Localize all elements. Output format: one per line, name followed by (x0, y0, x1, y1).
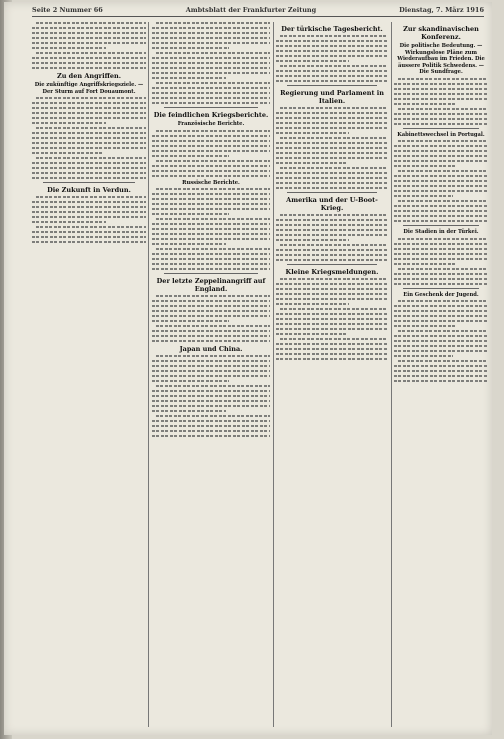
text-line (156, 82, 270, 84)
masthead: Ambtsblatt der Frankfurter Zeitung (185, 6, 317, 14)
text-line (32, 137, 146, 139)
text-line (152, 370, 270, 372)
text-line (156, 52, 270, 54)
article-headline: Zu den Angriffen. (56, 72, 122, 80)
text-line (398, 200, 488, 202)
text-line (280, 338, 388, 340)
text-line (152, 92, 270, 94)
divider (43, 182, 134, 183)
text-line (280, 107, 388, 109)
text-line (276, 348, 388, 350)
article-subheadline: Die zukünftige Angriffskriegsziele. — Der Sturm auf Fort Douaumont. (34, 82, 144, 95)
text-line (32, 62, 146, 64)
text-line (32, 231, 146, 233)
text-line (152, 365, 270, 367)
text-line (152, 32, 270, 34)
text-line (152, 42, 270, 44)
text-line (276, 55, 388, 57)
text-line (398, 268, 488, 270)
text-line (276, 249, 388, 251)
text-line (36, 226, 146, 228)
text-line (394, 165, 455, 167)
text-line (32, 221, 106, 223)
text-line (152, 140, 270, 142)
text-line (276, 333, 347, 335)
text-line (398, 300, 488, 302)
text-line (152, 238, 270, 240)
text-line (394, 195, 453, 197)
text-line (276, 157, 388, 159)
text-line (398, 330, 488, 332)
text-line (276, 40, 388, 42)
text-line (394, 263, 455, 265)
text-line (276, 254, 388, 256)
text-line (394, 93, 488, 95)
text-line (156, 188, 270, 190)
article-subheadline: Russische Berichte. (182, 179, 240, 186)
text-line (394, 345, 488, 347)
column-rule (391, 22, 392, 727)
text-line (152, 400, 270, 402)
text-line (394, 355, 453, 357)
text-line (398, 170, 488, 172)
text-line (394, 375, 488, 377)
newspaper-page (4, 2, 492, 735)
text-line (394, 273, 488, 275)
text-line (394, 365, 488, 367)
text-line (276, 358, 388, 360)
text-line (394, 320, 488, 322)
divider (403, 128, 478, 129)
text-line (32, 167, 146, 169)
text-line (152, 77, 226, 79)
text-line (280, 278, 388, 280)
text-line (276, 122, 388, 124)
text-line (276, 353, 388, 355)
text-line (152, 213, 229, 215)
text-line (152, 208, 270, 210)
text-line (276, 60, 349, 62)
text-line (36, 52, 146, 54)
article-subheadline: Die Stadien in der Türkei. (403, 229, 479, 235)
article-text (276, 107, 388, 189)
text-line (276, 147, 388, 149)
text-line (32, 37, 146, 39)
text-line (152, 165, 270, 167)
divider (287, 192, 377, 193)
text-line (276, 343, 388, 345)
article-subheadline: Ein Geschenk der Jugend. (403, 291, 479, 298)
text-line (394, 123, 488, 125)
article-text (32, 22, 146, 69)
text-line (276, 298, 388, 300)
text-line (394, 370, 488, 372)
text-line (394, 310, 488, 312)
text-line (152, 340, 270, 342)
text-line (32, 236, 146, 238)
text-line (276, 152, 388, 154)
text-line (156, 295, 270, 297)
text-line (152, 193, 270, 195)
divider (287, 85, 377, 86)
text-line (32, 67, 146, 69)
text-line (276, 112, 388, 114)
text-line (152, 27, 270, 29)
text-line (276, 70, 388, 72)
text-line (152, 145, 270, 147)
text-line (36, 196, 146, 198)
text-line (32, 107, 146, 109)
article-text (152, 130, 270, 177)
text-line (280, 214, 388, 216)
text-line (394, 205, 488, 207)
text-line (394, 325, 455, 327)
text-line (394, 210, 488, 212)
article-subheadline: Die politische Bedeutung. — Wirkungslose Pläne zum Wiederaufbau im Frieden. Die äussere Politik Schwedens. — Die Sundfrage. (397, 43, 485, 75)
text-line (280, 167, 388, 169)
text-line (152, 155, 229, 157)
text-line (398, 78, 488, 80)
text-line (152, 57, 270, 59)
text-line (394, 315, 488, 317)
text-line (152, 335, 270, 337)
text-line (36, 157, 146, 159)
text-line (152, 97, 270, 99)
text-line (276, 239, 349, 241)
text-line (152, 410, 226, 412)
text-line (394, 103, 455, 105)
text-line (280, 65, 388, 67)
text-line (152, 253, 270, 255)
text-line (394, 258, 488, 260)
article-headline: Der letzte Zeppelinangriff auf England. (156, 277, 266, 293)
text-line (276, 234, 388, 236)
article-text (394, 300, 488, 382)
text-line (280, 308, 388, 310)
text-line (152, 425, 270, 427)
text-line (32, 177, 146, 179)
text-line (394, 283, 488, 285)
text-line (32, 122, 106, 124)
article-headline: Japan und China. (179, 345, 243, 353)
text-line (36, 127, 146, 129)
article-headline: Kleine Kriegsmeldungen. (285, 268, 379, 276)
text-line (152, 330, 270, 332)
text-line (152, 300, 270, 302)
page-number: Seite 2 Nummer 66 (32, 6, 103, 14)
text-line (394, 98, 488, 100)
text-line (276, 80, 388, 82)
text-line (276, 293, 388, 295)
article-text (276, 35, 388, 82)
text-line (152, 62, 270, 64)
divider (403, 225, 478, 226)
article-headline: Die Zukunft in Verdun. (47, 186, 131, 194)
text-line (32, 162, 146, 164)
text-line (276, 162, 347, 164)
text-line (152, 243, 226, 245)
article-text (276, 214, 388, 261)
text-line (280, 137, 388, 139)
text-line (152, 102, 270, 104)
divider (403, 288, 478, 289)
text-line (152, 135, 270, 137)
text-line (276, 224, 388, 226)
text-line (394, 88, 488, 90)
text-line (152, 435, 270, 437)
text-line (32, 147, 146, 149)
text-line (152, 395, 270, 397)
text-line (152, 47, 229, 49)
text-line (394, 190, 488, 192)
text-line (398, 108, 488, 110)
text-line (32, 241, 146, 243)
text-line (152, 320, 229, 322)
text-line (156, 355, 270, 357)
article-headline: Die feindlichen Kriegsberichte. (153, 111, 269, 119)
text-line (394, 118, 488, 120)
text-line (398, 360, 488, 362)
issue-date: Dienstag, 7. März 1916 (399, 6, 484, 14)
text-line (32, 211, 146, 213)
text-line (32, 216, 146, 218)
text-line (276, 132, 349, 134)
text-line (32, 152, 104, 154)
text-line (398, 238, 488, 240)
text-line (276, 303, 349, 305)
text-line (276, 328, 388, 330)
column-1 (32, 22, 146, 729)
text-line (276, 117, 388, 119)
text-line (276, 288, 388, 290)
text-line (152, 405, 270, 407)
text-line (394, 248, 488, 250)
text-line (152, 87, 270, 89)
text-line (156, 415, 270, 417)
text-line (36, 22, 146, 24)
text-line (32, 102, 146, 104)
divider (164, 273, 258, 274)
column-rule (273, 22, 274, 727)
text-line (152, 380, 229, 382)
text-line (394, 175, 488, 177)
text-line (32, 117, 146, 119)
article-subheadline: Kabinettswechsel in Portugal. (397, 131, 485, 138)
text-line (152, 67, 270, 69)
article-headline: Der türkische Tagesbericht. (281, 25, 383, 33)
text-line (152, 390, 270, 392)
text-line (394, 145, 488, 147)
text-line (276, 182, 388, 184)
text-line (32, 57, 146, 59)
article-text (394, 238, 488, 285)
text-line (276, 142, 388, 144)
text-line (276, 229, 388, 231)
text-line (152, 258, 270, 260)
text-line (152, 233, 270, 235)
text-line (152, 430, 270, 432)
text-line (152, 310, 270, 312)
text-line (276, 323, 388, 325)
text-line (156, 248, 270, 250)
article-text (276, 278, 388, 360)
text-line (152, 268, 270, 270)
column-4 (394, 22, 488, 729)
text-line (276, 50, 388, 52)
text-line (32, 172, 146, 174)
text-line (152, 203, 270, 205)
article-text (394, 78, 488, 125)
text-line (152, 198, 270, 200)
text-line (394, 305, 488, 307)
text-line (276, 45, 388, 47)
column-3 (276, 22, 388, 729)
text-line (152, 305, 270, 307)
text-line (152, 420, 270, 422)
text-line (394, 335, 488, 337)
text-line (280, 35, 388, 37)
text-line (156, 325, 270, 327)
text-line (398, 140, 488, 142)
article-text (152, 188, 270, 270)
text-line (276, 187, 388, 189)
article-text (32, 97, 146, 179)
text-line (394, 155, 488, 157)
article-text (32, 196, 146, 243)
text-line (32, 112, 146, 114)
text-line (152, 37, 270, 39)
text-line (280, 244, 388, 246)
text-line (152, 175, 270, 177)
text-line (394, 243, 488, 245)
text-line (32, 142, 146, 144)
text-line (394, 83, 488, 85)
text-line (276, 219, 388, 221)
text-line (152, 263, 270, 265)
text-line (394, 220, 488, 222)
text-line (32, 42, 146, 44)
text-line (152, 150, 270, 152)
text-line (32, 47, 106, 49)
text-line (394, 253, 488, 255)
text-line (394, 278, 488, 280)
text-line (394, 350, 488, 352)
text-line (152, 228, 270, 230)
text-line (394, 340, 488, 342)
text-line (152, 375, 270, 377)
column-rule (148, 22, 149, 727)
divider (164, 107, 258, 108)
text-line (32, 201, 146, 203)
text-line (276, 127, 388, 129)
text-line (32, 32, 146, 34)
text-line (152, 223, 270, 225)
text-line (276, 318, 388, 320)
text-line (276, 172, 388, 174)
article-text (152, 295, 270, 342)
text-line (32, 132, 146, 134)
text-line (394, 160, 488, 162)
article-headline: Zur skandinavischen Konferenz. (403, 25, 479, 41)
text-line (394, 185, 488, 187)
article-text (152, 22, 270, 104)
article-headline: Regierung und Parlament in Italien. (280, 89, 384, 105)
text-line (152, 360, 270, 362)
text-line (276, 75, 388, 77)
text-line (394, 180, 488, 182)
article-text (152, 355, 270, 437)
article-headline: Amerika und der U-Boot-Krieg. (286, 196, 378, 212)
column-2 (152, 22, 270, 729)
text-line (394, 380, 488, 382)
article-text (394, 140, 488, 222)
article-subheadline: Französische Berichte. (177, 121, 245, 127)
text-line (156, 22, 270, 24)
text-line (36, 97, 146, 99)
text-line (394, 113, 488, 115)
text-line (394, 215, 488, 217)
text-line (152, 170, 270, 172)
text-line (156, 160, 270, 162)
text-line (276, 313, 388, 315)
text-line (32, 206, 146, 208)
text-line (276, 259, 388, 261)
divider (287, 264, 377, 265)
text-line (156, 385, 270, 387)
text-line (152, 72, 270, 74)
text-line (276, 283, 388, 285)
text-line (156, 218, 270, 220)
text-line (156, 130, 270, 132)
page-header (32, 4, 484, 17)
text-line (394, 150, 488, 152)
text-line (152, 315, 270, 317)
text-line (276, 177, 388, 179)
text-line (32, 27, 146, 29)
